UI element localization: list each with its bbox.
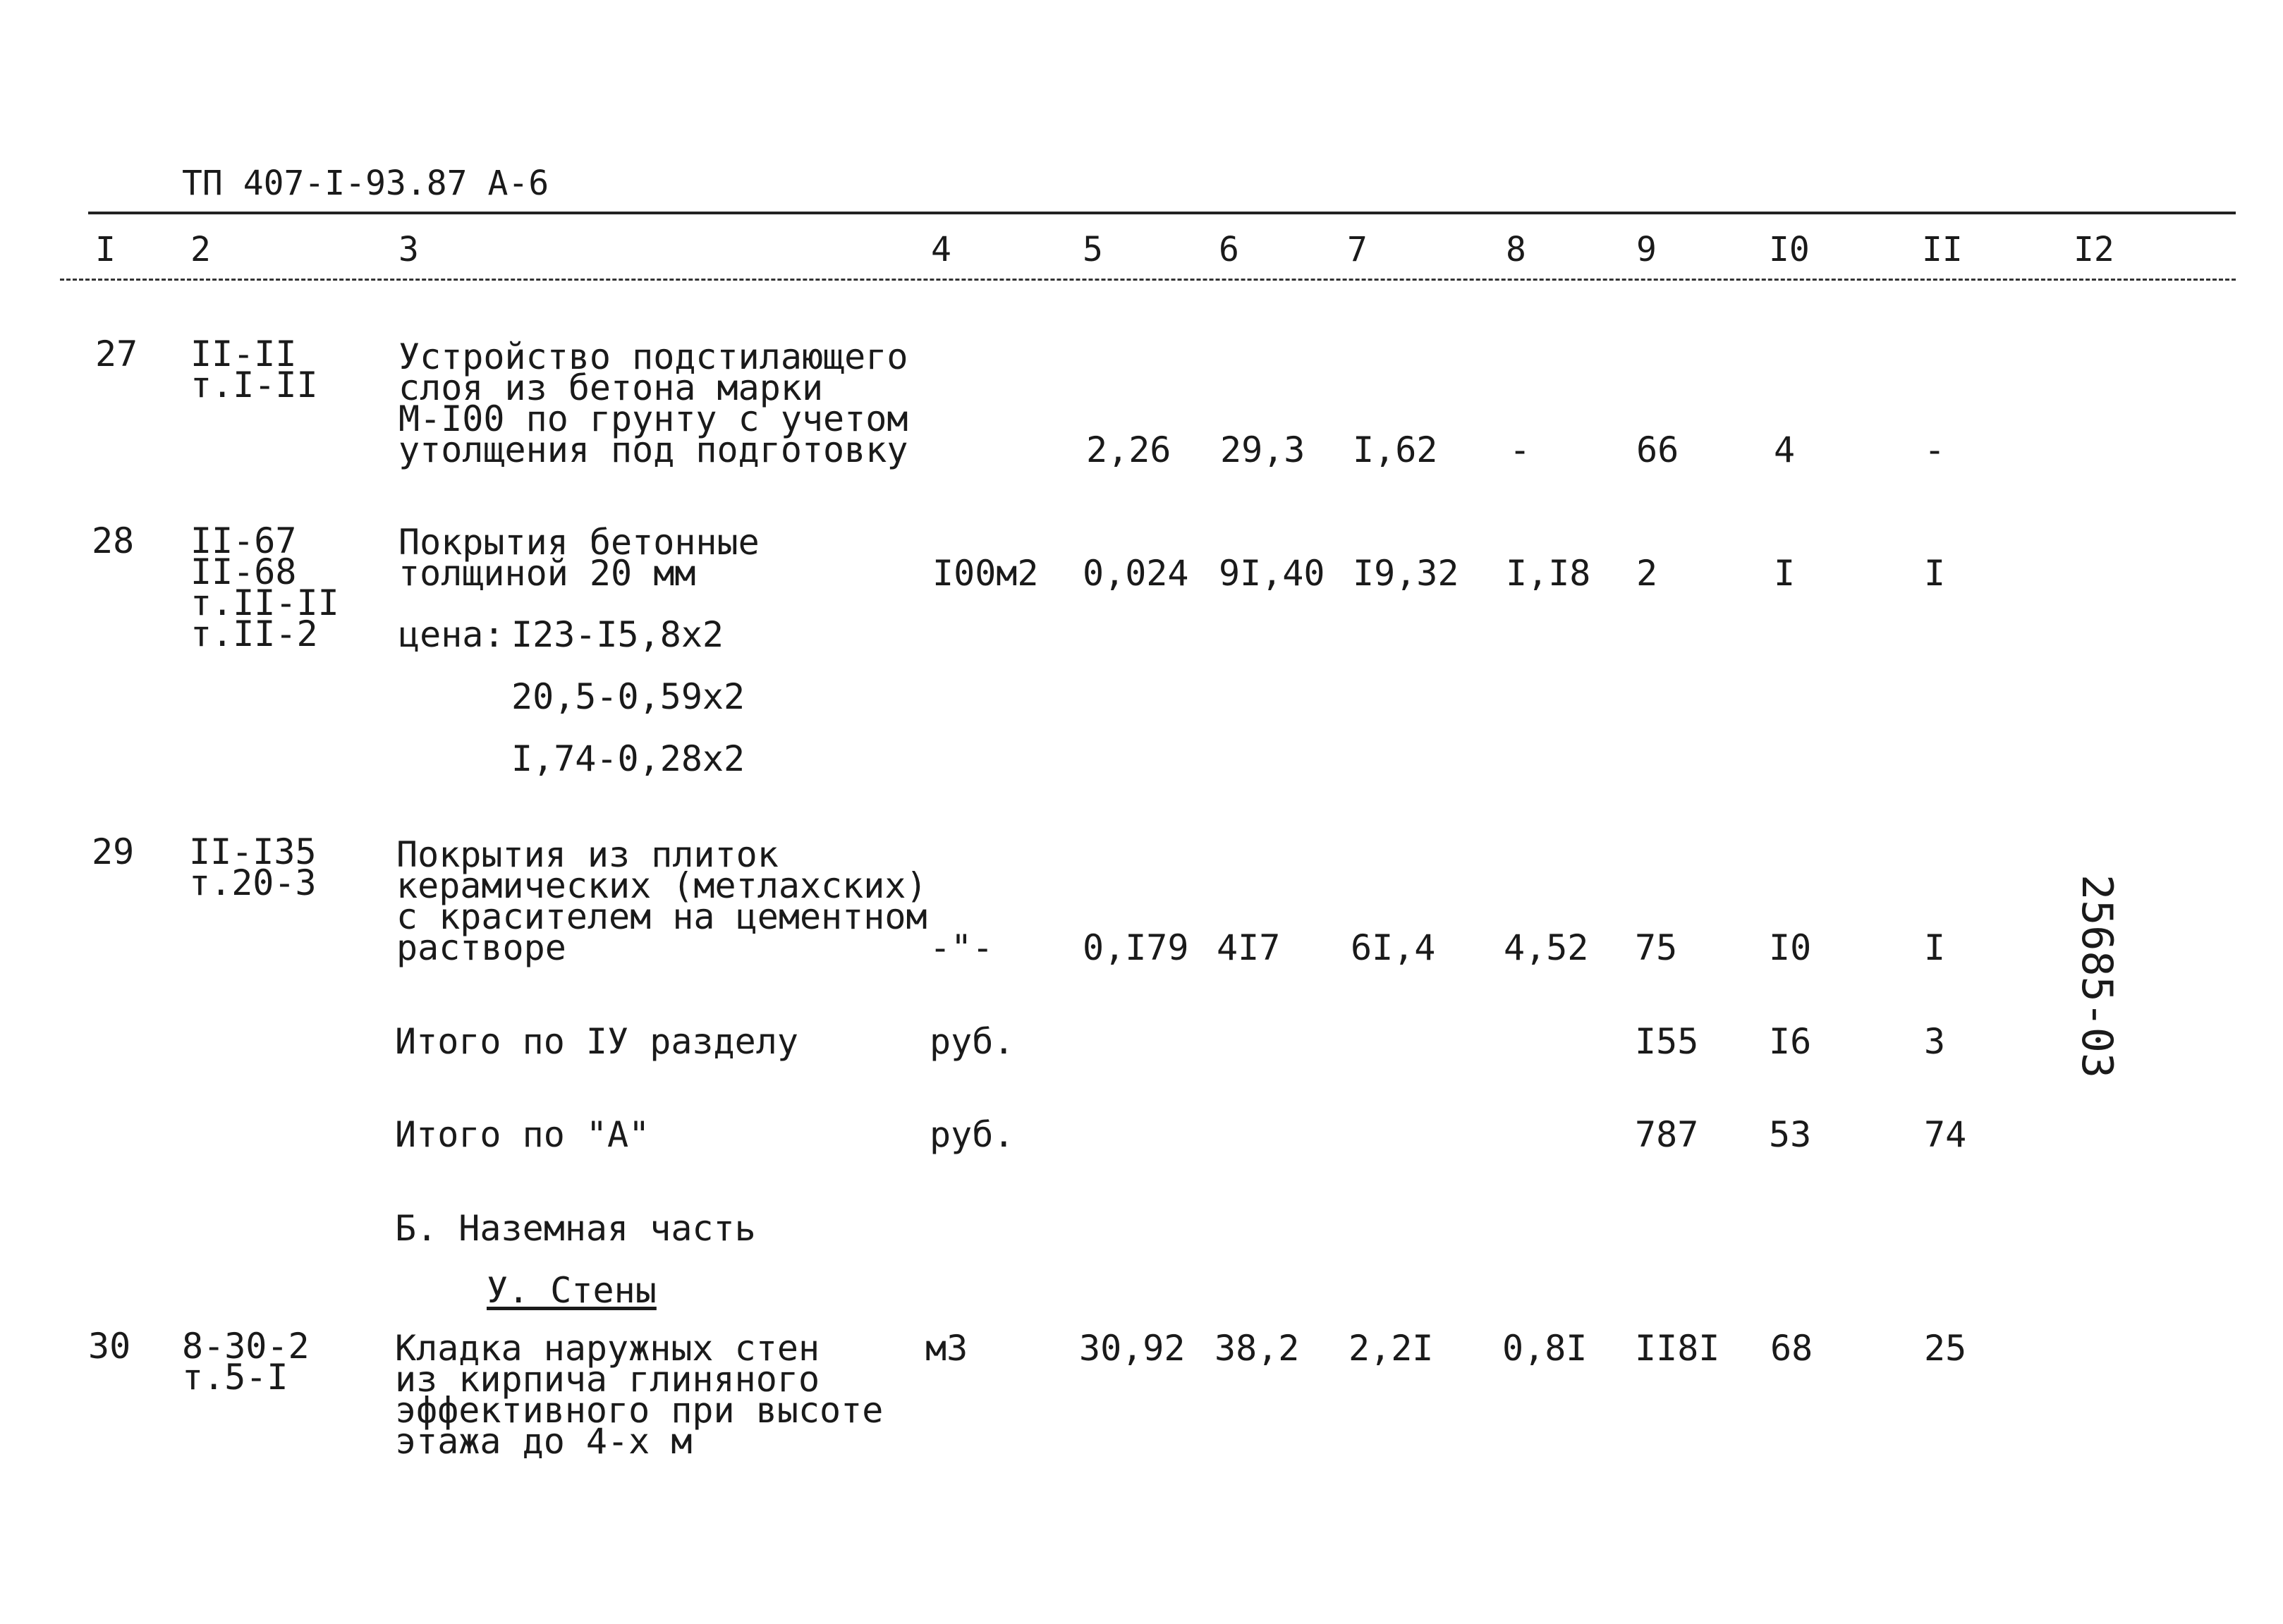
total-col11-value: 74 — [1924, 1114, 1967, 1155]
col-header-9: 9 — [1636, 230, 1657, 269]
row-col6-value: 9I,40 — [1219, 553, 1325, 594]
row-col4-value: I00м2 — [932, 553, 1039, 594]
row-number: 28 — [92, 520, 135, 561]
row-desc-line: из кирпича глиняного — [395, 1359, 820, 1400]
row-col5-value: 2,26 — [1086, 429, 1171, 470]
row-desc-line: Устройство подстилающего — [398, 336, 908, 377]
row-col8-value: 0,8I — [1502, 1328, 1588, 1369]
col-header-1: I — [95, 230, 116, 269]
col-header-4: 4 — [931, 230, 951, 269]
row-desc-line: слоя из бетона марки — [398, 367, 824, 408]
row-col10-value: I0 — [1769, 927, 1812, 968]
row-col6-value: 38,2 — [1214, 1328, 1300, 1369]
row-desc-line: толщиной 20 мм — [398, 553, 696, 594]
inventory-stamp-text: 25685-03 — [2072, 874, 2121, 1078]
row-ref-line: т.20-3 — [189, 862, 317, 903]
row-ref-line: т.I-II — [190, 365, 318, 405]
row-desc-line: Покрытия из плиток — [396, 834, 779, 875]
row-desc-line: этажа до 4-х м — [395, 1421, 693, 1462]
row-col5-value: 0,024 — [1083, 553, 1189, 594]
row-number: 27 — [95, 334, 138, 374]
row-col9-value: 75 — [1635, 927, 1678, 968]
row-ref-line: т.II-2 — [190, 613, 318, 654]
row-col7-value: 6I,4 — [1351, 927, 1436, 968]
row-desc-line: эффективного при высоте — [395, 1390, 884, 1431]
total-col10-value: I6 — [1769, 1021, 1812, 1062]
col-header-8: 8 — [1506, 230, 1526, 269]
col-header-5: 5 — [1083, 230, 1103, 269]
row-ref-line: 8-30-2 — [182, 1326, 310, 1367]
row-ref-line: т.5-I — [182, 1357, 288, 1398]
col-header-11: II — [1922, 230, 1963, 269]
col-header-6: 6 — [1219, 230, 1239, 269]
row-desc-line: с красителем на цементном — [396, 896, 927, 937]
total-col10-value: 53 — [1769, 1114, 1812, 1155]
col-header-3: 3 — [398, 230, 419, 269]
price-line: I23-I5,8х2 — [511, 614, 724, 655]
total-col9-value: I55 — [1635, 1021, 1699, 1062]
row-col8-value: 4,52 — [1504, 927, 1589, 968]
row-col11-value: 25 — [1924, 1328, 1967, 1369]
row-col10-value: 68 — [1770, 1328, 1813, 1369]
row-desc-line: утолщения под подготовку — [398, 429, 908, 470]
row-col6-value: 29,3 — [1220, 429, 1305, 470]
row-ref-line: II-67 — [190, 520, 297, 561]
row-col9-value: 66 — [1636, 429, 1679, 470]
row-col7-value: I,62 — [1353, 429, 1438, 470]
row-col10-value: 4 — [1774, 429, 1796, 470]
total-label: Итого по "А" — [395, 1114, 650, 1155]
price-label: цена: — [398, 614, 505, 655]
row-desc-line: керамических (метлахских) — [396, 865, 927, 906]
price-line: 20,5-0,59х2 — [511, 676, 745, 717]
row-col5-value: 0,I79 — [1083, 927, 1189, 968]
row-col7-value: I9,32 — [1353, 553, 1459, 594]
subsection-heading: У. Стены — [487, 1270, 657, 1311]
col-header-7: 7 — [1347, 230, 1368, 269]
row-ref-line: II-II — [190, 334, 297, 374]
row-col8-value: - — [1509, 429, 1531, 470]
row-col4-value: -"- — [930, 927, 994, 968]
row-desc-line: растворе — [396, 927, 566, 968]
row-col11-value: I — [1924, 553, 1946, 594]
row-col11-value: I — [1924, 927, 1946, 968]
row-col8-value: I,I8 — [1506, 553, 1591, 594]
row-ref-line: II-68 — [190, 551, 297, 592]
row-col6-value: 4I7 — [1217, 927, 1281, 968]
col-header-2: 2 — [190, 230, 211, 269]
row-number: 29 — [92, 831, 135, 872]
section-heading: Б. Наземная часть — [395, 1208, 756, 1249]
total-unit: руб. — [930, 1114, 1015, 1155]
row-desc-line: Покрытия бетонные — [398, 522, 760, 563]
total-col11-value: 3 — [1924, 1021, 1946, 1062]
row-col9-value: 2 — [1636, 553, 1658, 594]
total-col9-value: 787 — [1635, 1114, 1699, 1155]
row-col5-value: 30,92 — [1079, 1328, 1186, 1369]
row-col4-value: м3 — [925, 1328, 968, 1369]
row-number: 30 — [88, 1326, 131, 1367]
col-header-12: I2 — [2074, 230, 2114, 269]
inventory-stamp-number — [2070, 874, 2124, 1128]
col-header-10: I0 — [1769, 230, 1810, 269]
row-ref-line: т.II-II — [190, 582, 339, 623]
header-bottom-rule — [60, 279, 2236, 281]
document-code: ТП 407-I-93.87 А-6 — [182, 164, 549, 203]
row-col10-value: I — [1774, 553, 1796, 594]
row-desc-line: Кладка наружных стен — [395, 1328, 820, 1369]
row-col7-value: 2,2I — [1349, 1328, 1434, 1369]
row-ref-line: II-I35 — [189, 831, 317, 872]
row-col11-value: - — [1924, 429, 1946, 470]
header-top-rule — [88, 212, 2236, 214]
total-label: Итого по IУ разделу — [395, 1021, 798, 1062]
total-unit: руб. — [930, 1021, 1015, 1062]
row-col9-value: II8I — [1635, 1328, 1720, 1369]
price-line: I,74-0,28х2 — [511, 738, 745, 779]
row-desc-line: М-I00 по грунту с учетом — [398, 398, 908, 439]
